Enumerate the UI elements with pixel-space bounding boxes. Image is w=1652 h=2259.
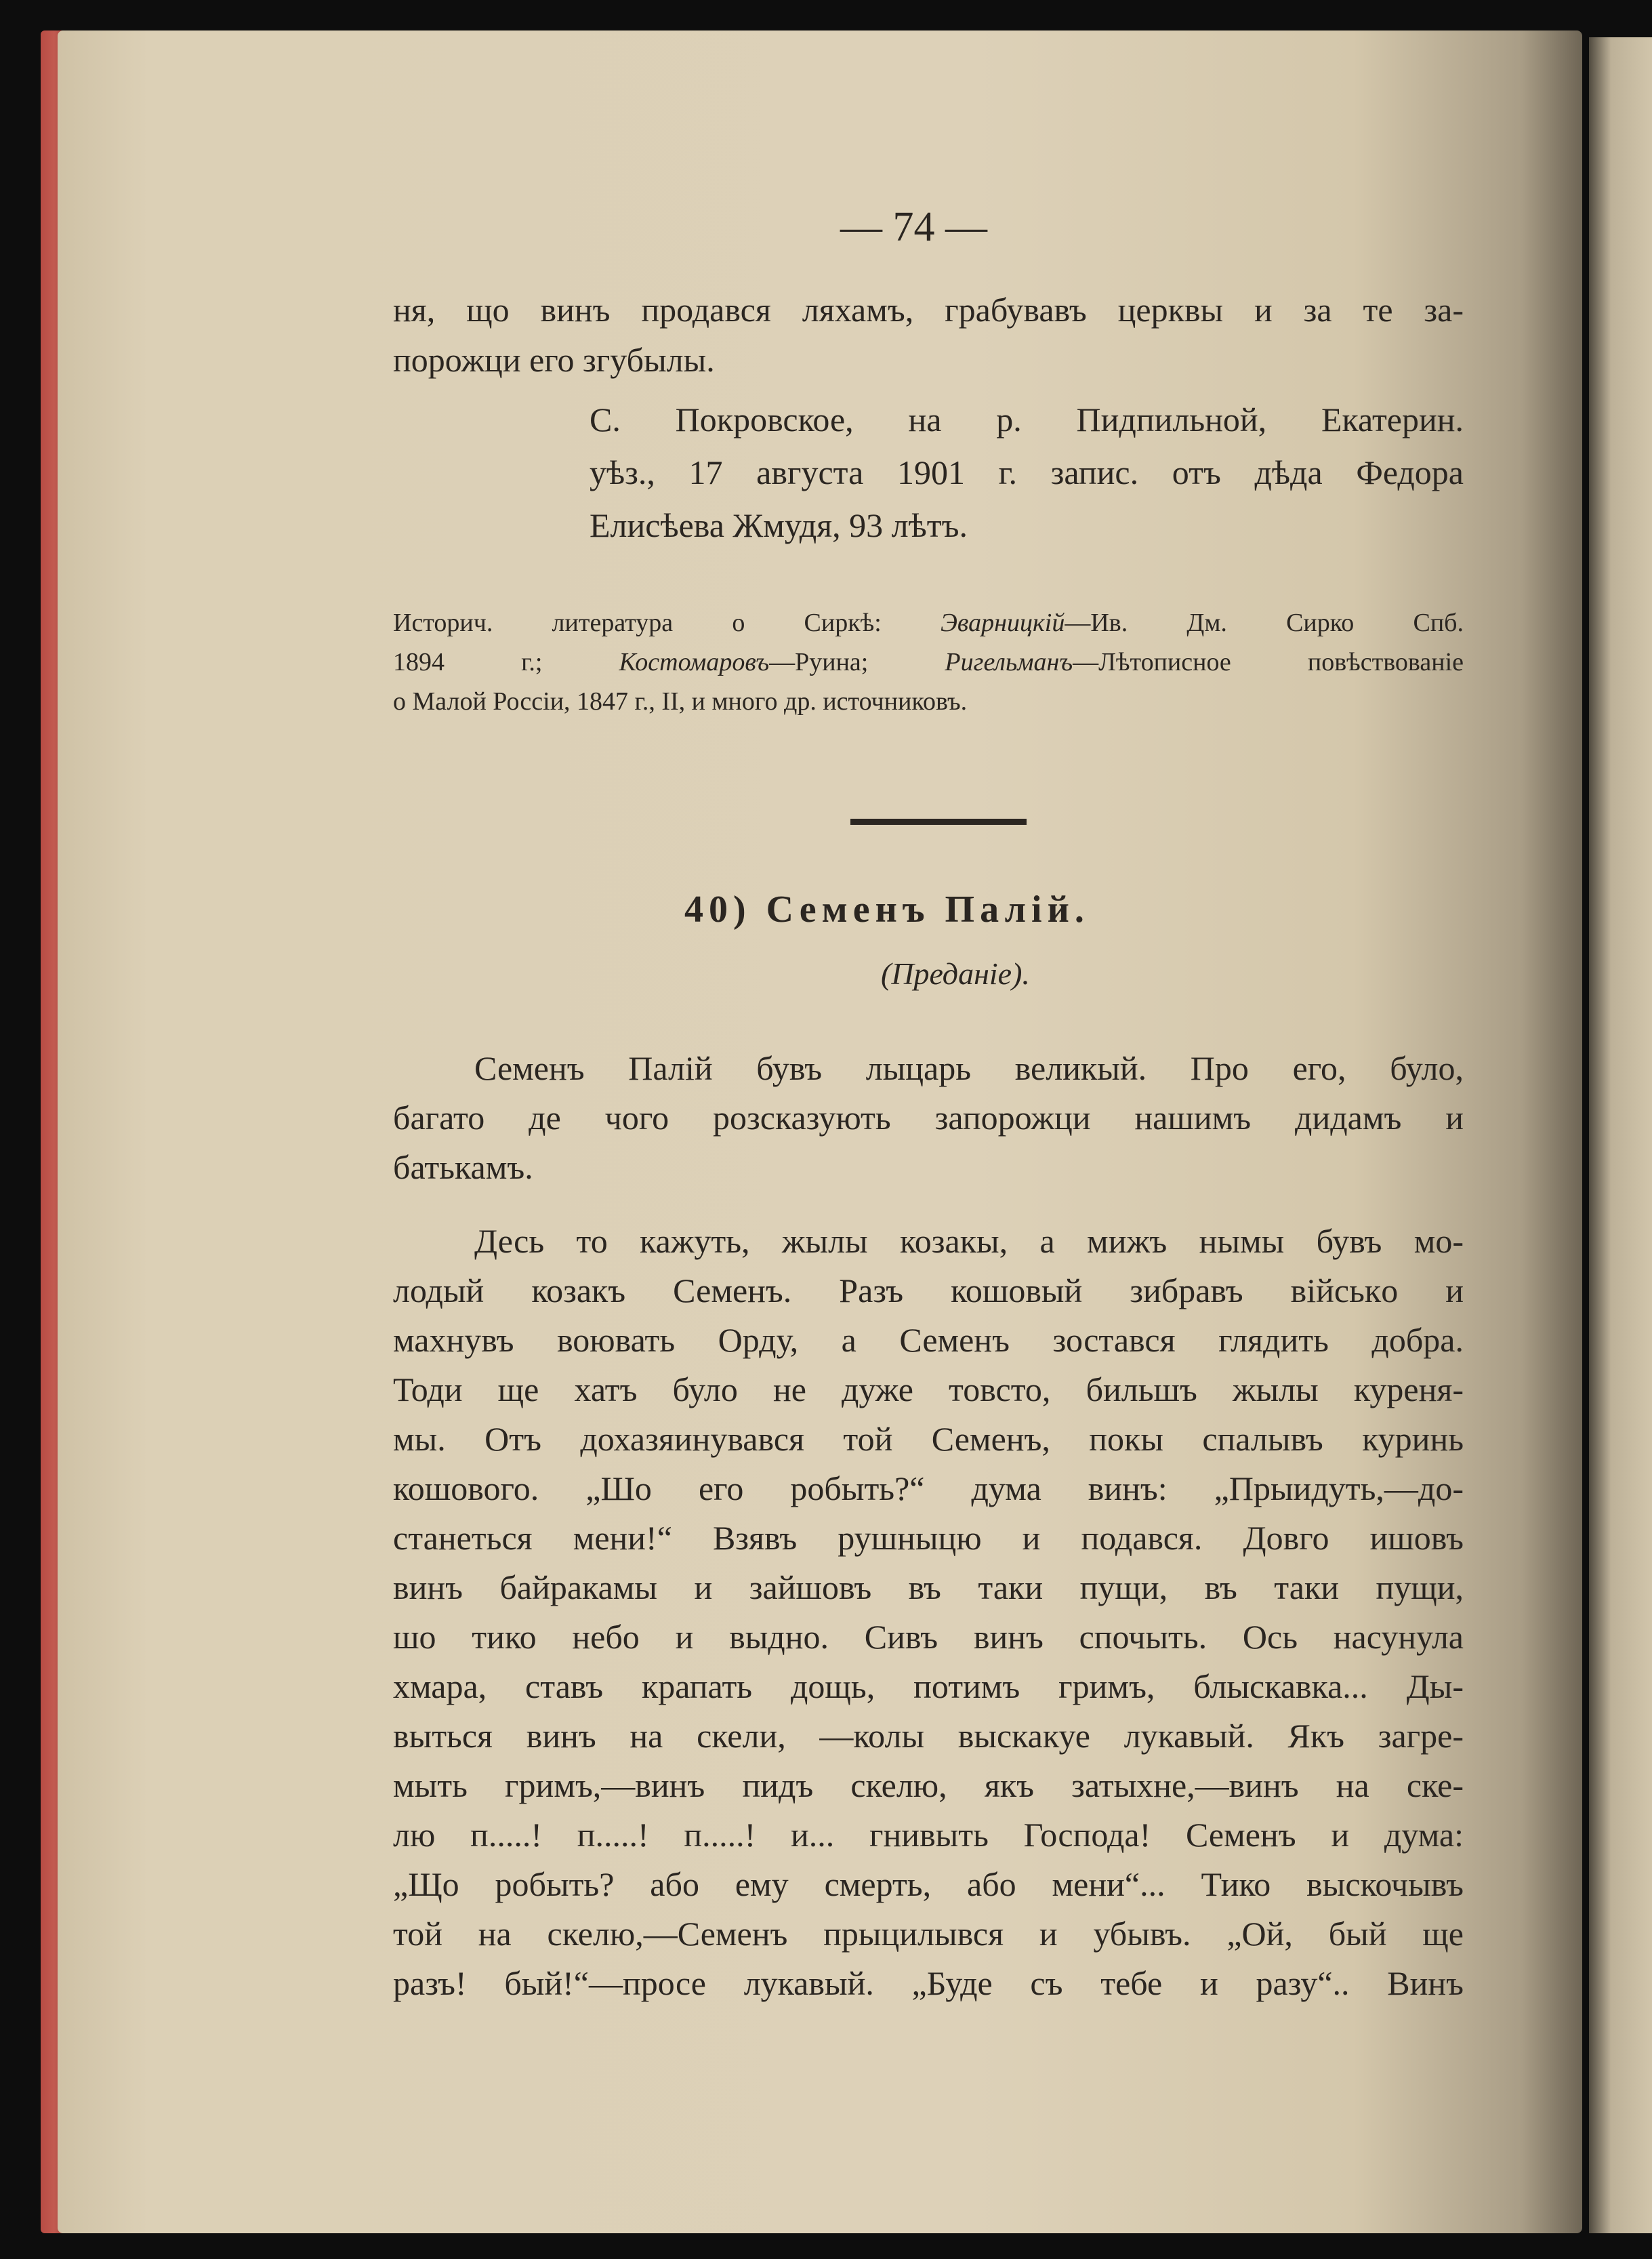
body-line: „Що робыть? або ему смерть, або мени“... Тико выскочывъ <box>393 1865 1464 1903</box>
body-line: хмара, ставъ крапать дощь, потимъ гримъ, блыскавка... Ды- <box>393 1667 1464 1705</box>
body-line: мы. Отъ дохазяинувався той Семенъ, покы спалывъ куринь <box>393 1420 1464 1458</box>
sources-line: Историч. литература о Сиркѣ: Эварницкій—Ив. Дм. Сирко Спб. <box>393 609 1464 637</box>
body-line: Семенъ Палій бувъ лыцарь великый. Про его, було, <box>474 1049 1464 1087</box>
body-line: лодый козакъ Семенъ. Разъ кошовый зибравъ військo и <box>393 1271 1464 1309</box>
body-line: батькамъ. <box>393 1148 533 1186</box>
body-line: махнувъ воювать Орду, а Семенъ зостався глядить добра. <box>393 1321 1464 1359</box>
body-line: багато де чого розсказують запорожци нашимъ дидамъ и <box>393 1099 1464 1137</box>
next-page-edge <box>1589 37 1652 2233</box>
signature-line: С. Покровское, на р. Пидпильной, Екатерин. <box>590 401 1464 439</box>
signature-line: Елисѣева Жмудя, 93 лѣтъ. <box>590 506 968 544</box>
page-number: — 74 — <box>840 204 987 250</box>
body-line: мыть гримъ,—винъ пидъ скелю, якъ затыхне,—винъ на ске- <box>393 1766 1464 1804</box>
body-line: станеться мени!“ Взявъ рушныцю и подався. Довго ишовъ <box>393 1519 1464 1557</box>
body-line: лю п.....! п.....! п.....! и... гнивыть Господа! Семенъ и дума: <box>393 1816 1464 1854</box>
sources-line: 1894 г.; Костомаровъ—Руина; Ригельманъ—Лѣтописное повѣствованіе <box>393 648 1464 676</box>
intro-line: ня, що винъ продався ляхамъ, грабувавъ церквы и за те за- <box>393 291 1464 329</box>
sources-note <box>393 603 1464 721</box>
sources-line: о Малой Россіи, 1847 г., II, и много др. источниковъ. <box>393 687 968 716</box>
body-line: шо тико небо и выдно. Сивъ винъ спочыть. Ось насунула <box>393 1618 1464 1656</box>
signature-line: уѣз., 17 августа 1901 г. запис. отъ дѣда Федора <box>590 453 1464 491</box>
body-line: винъ байракамы и зайшовъ въ таки пущи, въ таки пущи, <box>393 1568 1464 1606</box>
recording-signature <box>590 393 1464 552</box>
body-line: выться винъ на скели, —колы выскакуе лукавый. Якъ загре- <box>393 1717 1464 1755</box>
body-line: Десь то кажуть, жылы козакы, а мижъ нымы бувъ мо- <box>474 1222 1464 1260</box>
section-divider <box>850 819 1027 825</box>
body-line: кошового. „Шо его робыть?“ дума винъ: „Прыидуть,—до- <box>393 1469 1464 1507</box>
body-line: той на скелю,—Семенъ прыцилывся и убывъ. „Ой, бый ще <box>393 1915 1464 1953</box>
intro-text <box>393 285 1464 385</box>
story-body <box>393 1044 1464 2008</box>
intro-line: порожци его згубылы. <box>393 341 715 379</box>
paragraph-gap <box>393 1192 1464 1217</box>
body-line: Тоди ще хатъ було не дуже товсто, бильшъ жылы куреня- <box>393 1370 1464 1408</box>
body-line: разъ! бый!“—просе лукавый. „Буде съ тебе и разу“.. Винъ <box>393 1964 1464 2002</box>
chapter-subtitle: (Преданіе). <box>881 956 1030 991</box>
chapter-title: 40) Семенъ Палій. <box>684 889 1090 931</box>
